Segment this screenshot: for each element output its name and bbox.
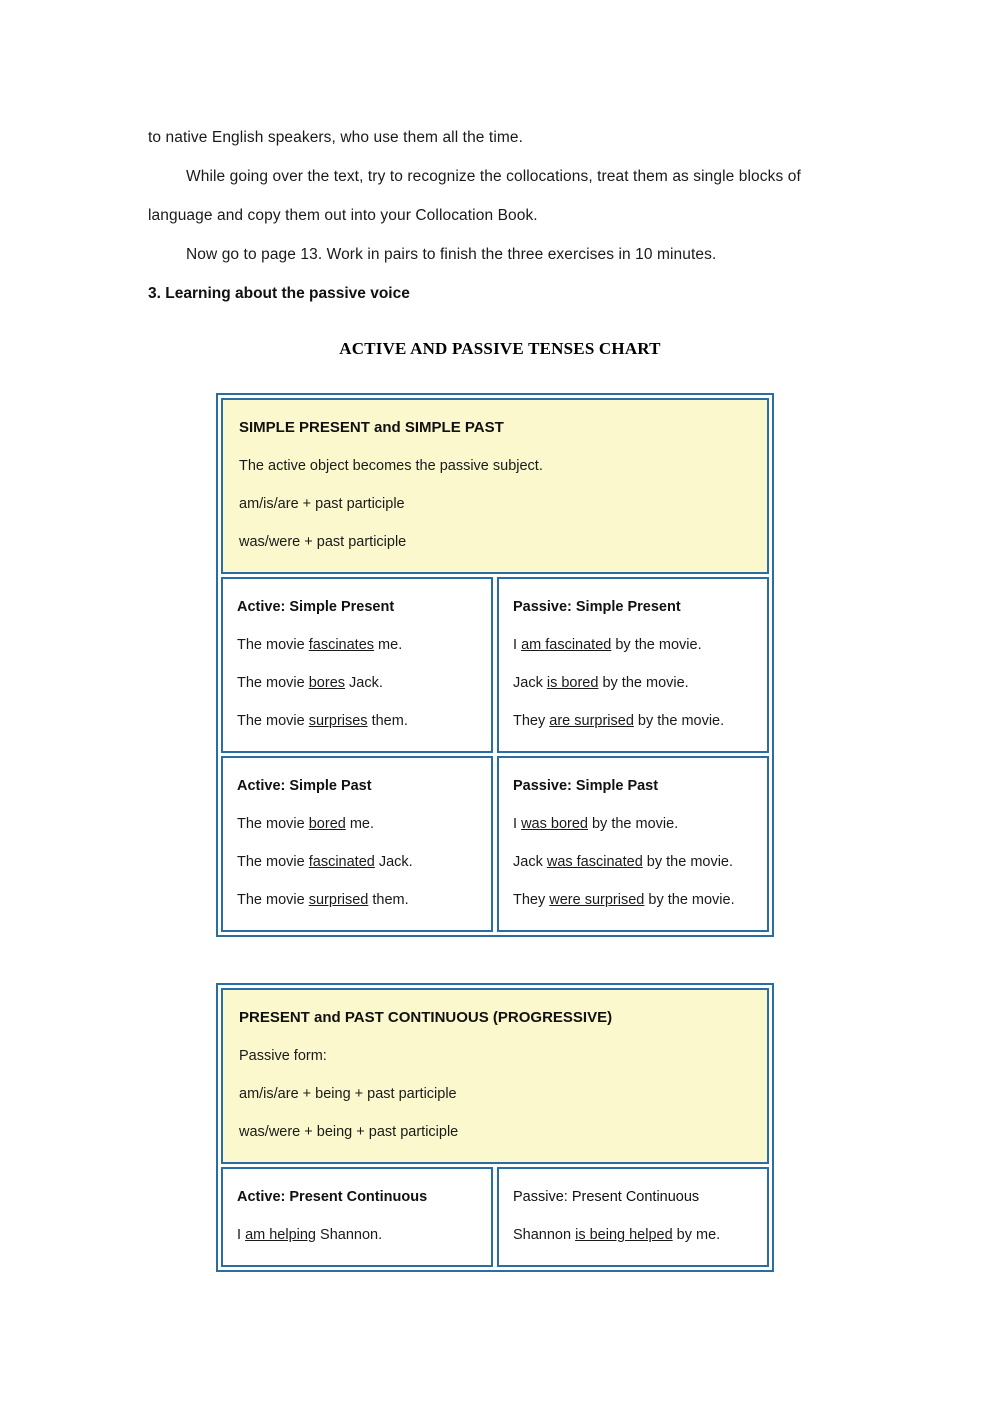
line-post: by the movie. <box>633 713 725 729</box>
cell-active-simple-present <box>221 577 493 753</box>
line-pre: I <box>237 1227 246 1243</box>
document-content <box>148 118 852 1272</box>
intro-paragraph-3: Now go to page 13. Work in pairs to finish the three exercises in 10 minutes. <box>186 246 717 263</box>
band-line: am/is/are + past participle <box>239 496 405 512</box>
line-underline: surprises <box>308 713 368 729</box>
cell-title: Passive: Simple Past <box>513 778 659 794</box>
example-line <box>513 671 753 695</box>
tenses-table-simple <box>216 393 774 937</box>
chart-title: ACTIVE AND PASSIVE TENSES CHART <box>339 339 661 358</box>
line-post: me. <box>345 816 375 832</box>
line-post: Shannon. <box>316 1227 383 1243</box>
line-underline: is bored <box>546 675 599 691</box>
band-title: SIMPLE PRESENT and SIMPLE PAST <box>239 419 504 436</box>
band-line: was/were + past participle <box>239 534 407 550</box>
line-underline: was bored <box>521 816 588 832</box>
band-line: am/is/are + being + past participle <box>239 1086 457 1102</box>
line-post: Jack. <box>374 854 413 870</box>
intro-paragraph-1: to native English speakers, who use them all the time. <box>148 129 524 146</box>
example-line <box>237 633 477 657</box>
line-pre: They <box>513 892 550 908</box>
example-line <box>237 671 477 695</box>
cell-title: Passive: Present Continuous <box>513 1189 700 1205</box>
example-line <box>513 633 753 657</box>
table-row <box>221 1167 769 1267</box>
example-line <box>513 888 753 912</box>
example-line <box>237 709 477 733</box>
line-underline: surprised <box>308 892 369 908</box>
line-post: by the movie. <box>587 816 679 832</box>
line-pre: The movie <box>237 675 309 691</box>
line-post: by the movie. <box>611 637 702 653</box>
example-line <box>513 812 753 836</box>
cell-passive-present-continuous <box>497 1167 769 1267</box>
example-line <box>237 888 477 912</box>
line-pre: Jack <box>513 675 547 691</box>
table-row <box>221 756 769 932</box>
example-line <box>513 709 753 733</box>
line-pre: Jack <box>513 854 547 870</box>
example-line <box>237 850 477 874</box>
cell-title: Active: Present Continuous <box>237 1189 428 1205</box>
line-post: me. <box>374 637 403 653</box>
line-underline: was fascinated <box>546 854 643 870</box>
band-line: was/were + being + past participle <box>239 1124 459 1140</box>
line-pre: Shannon <box>513 1227 576 1243</box>
cell-active-simple-past <box>221 756 493 932</box>
table-band-header <box>221 988 769 1164</box>
line-underline: is being helped <box>575 1227 673 1243</box>
example-line <box>513 850 753 874</box>
line-underline: bored <box>308 816 346 832</box>
line-pre: The movie <box>237 713 309 729</box>
line-pre: The movie <box>237 854 309 870</box>
line-underline: were surprised <box>549 892 645 908</box>
line-post: them. <box>367 713 408 729</box>
line-post: by the movie. <box>598 675 689 691</box>
table-band-header <box>221 398 769 574</box>
line-underline: am helping <box>245 1227 316 1243</box>
band-title: PRESENT and PAST CONTINUOUS (PROGRESSIVE) <box>239 1009 613 1026</box>
line-underline: bores <box>308 675 346 691</box>
example-line <box>237 812 477 836</box>
intro-paragraph-2: While going over the text, try to recognize the collocations, treat them as single blocks of language and copy them out into your Collocation Book. <box>148 168 801 224</box>
line-post: by me. <box>672 1227 721 1243</box>
line-pre: The movie <box>237 892 309 908</box>
line-underline: fascinated <box>308 854 375 870</box>
band-line: The active object becomes the passive subject. <box>239 458 543 474</box>
example-line <box>513 1223 753 1247</box>
example-line <box>237 1223 477 1247</box>
line-post: by the movie. <box>642 854 734 870</box>
cell-active-present-continuous <box>221 1167 493 1267</box>
line-post: Jack. <box>345 675 383 691</box>
line-post: by the movie. <box>644 892 735 908</box>
cell-title: Passive: Simple Present <box>513 599 681 615</box>
cell-title: Active: Simple Present <box>237 599 395 615</box>
line-underline: am fascinated <box>521 637 612 653</box>
line-pre: I <box>513 637 522 653</box>
line-pre: They <box>513 713 550 729</box>
band-line: Passive form: <box>239 1048 327 1064</box>
section-heading: 3. Learning about the passive voice <box>148 285 410 302</box>
line-pre: The movie <box>237 637 309 653</box>
line-pre: I <box>513 816 522 832</box>
cell-title: Active: Simple Past <box>237 778 372 794</box>
line-pre: The movie <box>237 816 309 832</box>
line-underline: fascinates <box>308 637 375 653</box>
tenses-table-continuous <box>216 983 774 1272</box>
table-row <box>221 577 769 753</box>
line-underline: are surprised <box>549 713 634 729</box>
cell-passive-simple-past <box>497 756 769 932</box>
line-post: them. <box>368 892 409 908</box>
cell-passive-simple-present <box>497 577 769 753</box>
